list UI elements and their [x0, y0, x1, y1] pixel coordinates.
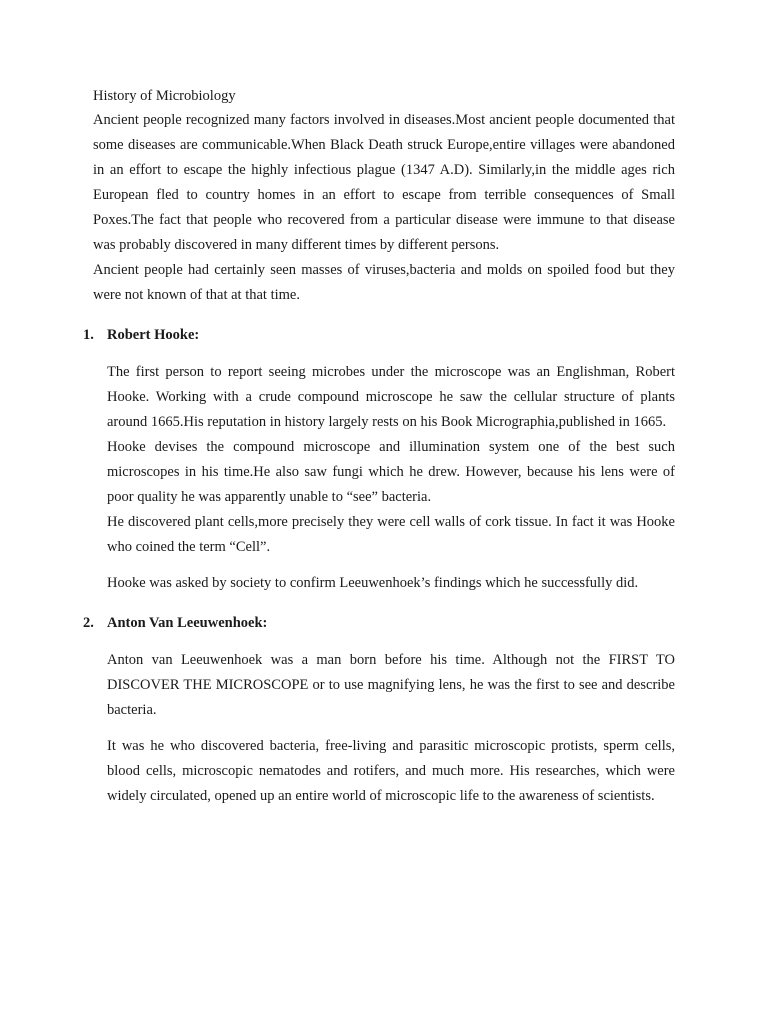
section-paragraph: The first person to report seeing microbes under the microscope was an Englishman, Robert Hooke. Working with a crude compound microscope he saw the cellular structure of plants around 1665.His reputation in history largely rests on his Book Micrographia,published in 1665. — [107, 364, 675, 430]
section-paragraph: Hooke devises the compound microscope and illumination system one of the best such microscopes in his time.He also saw fungi which he drew. However, because his lens were of poor quality he was apparently unable to “see” bacteria. — [107, 439, 675, 505]
section-anton-van-leeuwenhoek — [83, 613, 675, 809]
section-heading — [83, 613, 675, 633]
section-paragraph: It was he who discovered bacteria, free-living and parasitic microscopic protists, sperm cells, blood cells, microscopic nematodes and rotifers, and much more. His researches, which were widely circulated, opened up an entire world of microscopic life to the awareness of scientists. — [107, 738, 675, 804]
section-body — [93, 648, 675, 809]
section-paragraph: He discovered plant cells,more precisely they were cell walls of cork tissue. In fact it was Hooke who coined the term “Cell”. — [107, 514, 675, 555]
intro-paragraph: Ancient people recognized many factors involved in diseases.Most ancient people documented that some diseases are communicable.When Black Death struck Europe,entire villages were abandoned in an effort to escape the highly infectious plague (1347 A.D). Similarly,in the middle ages rich European fled to country homes in an effort to escape from terrible consequences of Small Poxes.The fact that people who recovered from a particular disease were immune to that disease was probably discovered in many different times by different persons. — [93, 112, 675, 253]
section-number: 2. — [83, 615, 94, 631]
section-body — [93, 360, 675, 596]
section-paragraph: Anton van Leeuwenhoek was a man born before his time. Although not the FIRST TO DISCOVER THE MICROSCOPE or to use magnifying lens, he was the first to see and describe bacteria. — [107, 652, 675, 718]
section-title: Robert Hooke: — [107, 327, 200, 343]
section-number: 1. — [83, 327, 94, 343]
paragraph-spacer — [107, 723, 675, 734]
section-title: Anton Van Leeuwenhoek: — [107, 615, 268, 631]
section-heading — [83, 325, 675, 345]
paragraph-spacer — [107, 560, 675, 571]
section-paragraph: Hooke was asked by society to confirm Leeuwenhoek’s findings which he successfully did. — [107, 575, 639, 591]
intro-paragraph: Ancient people had certainly seen masses of viruses,bacteria and molds on spoiled food but they were not known of that at that time. — [93, 262, 675, 303]
section-robert-hooke — [83, 325, 675, 596]
document-title: History of Microbiology — [93, 88, 236, 104]
